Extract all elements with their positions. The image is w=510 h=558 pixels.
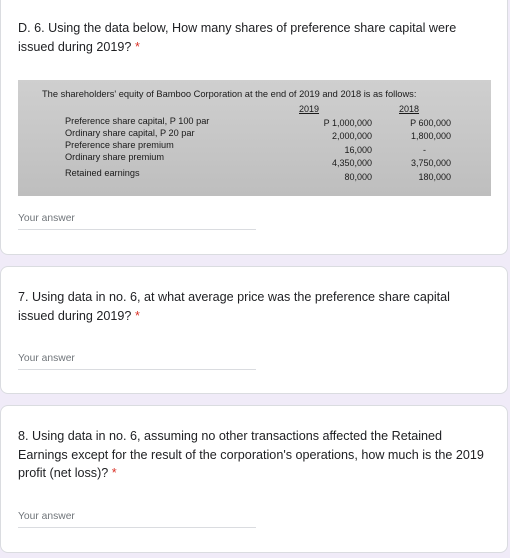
required-asterisk: * — [111, 466, 117, 480]
question-title — [18, 288, 485, 325]
question-text: D. 6. Using the data below, How many shares of preference share capital were issued during 2019? — [18, 21, 457, 54]
question-title — [18, 19, 485, 56]
value-2019: 2,000,000 — [331, 131, 372, 141]
required-asterisk: * — [134, 308, 140, 323]
value-2018: P 600,000 — [410, 118, 451, 128]
value-2018: 1,800,000 — [410, 131, 451, 141]
row-label: Ordinary share premium — [65, 152, 165, 162]
required-asterisk: * — [134, 39, 140, 54]
figure-title: The shareholders' equity of Bamboo Corporation at the end of 2019 and 2018 is as follows: — [42, 89, 417, 99]
value-2018: - — [423, 145, 426, 155]
value-2019: 80,000 — [344, 172, 372, 182]
value-2019: 16,000 — [344, 145, 372, 155]
row-label: Retained earnings — [65, 168, 140, 178]
question-text: 8. Using data in no. 6, assuming no other transactions affected the Retained Earnings except for the result of the corporation's operations, how much is the 2019 profit (net loss)? — [18, 429, 484, 480]
shareholders-equity-image — [18, 80, 491, 196]
column-header-2018: 2018 — [399, 104, 420, 114]
row-label: Preference share premium — [65, 140, 174, 150]
answer-input[interactable]: Your answer — [18, 511, 256, 528]
column-header-2019: 2019 — [299, 104, 320, 114]
question-card-8 — [0, 405, 508, 553]
question-title — [18, 427, 485, 483]
value-2019: 4,350,000 — [331, 158, 372, 168]
value-2019: P 1,000,000 — [323, 118, 372, 128]
question-text: 7. Using data in no. 6, at what average price was the preference share capital issued during 2019? — [18, 290, 450, 323]
value-2018: 3,750,000 — [410, 158, 451, 168]
answer-input[interactable]: Your answer — [18, 213, 256, 230]
row-label: Preference share capital, P 100 par — [65, 116, 210, 126]
value-2018: 180,000 — [418, 172, 451, 182]
question-card-7 — [0, 266, 508, 394]
row-label: Ordinary share capital, P 20 par — [65, 128, 195, 138]
question-card-6 — [0, 0, 508, 255]
answer-input[interactable]: Your answer — [18, 353, 256, 370]
